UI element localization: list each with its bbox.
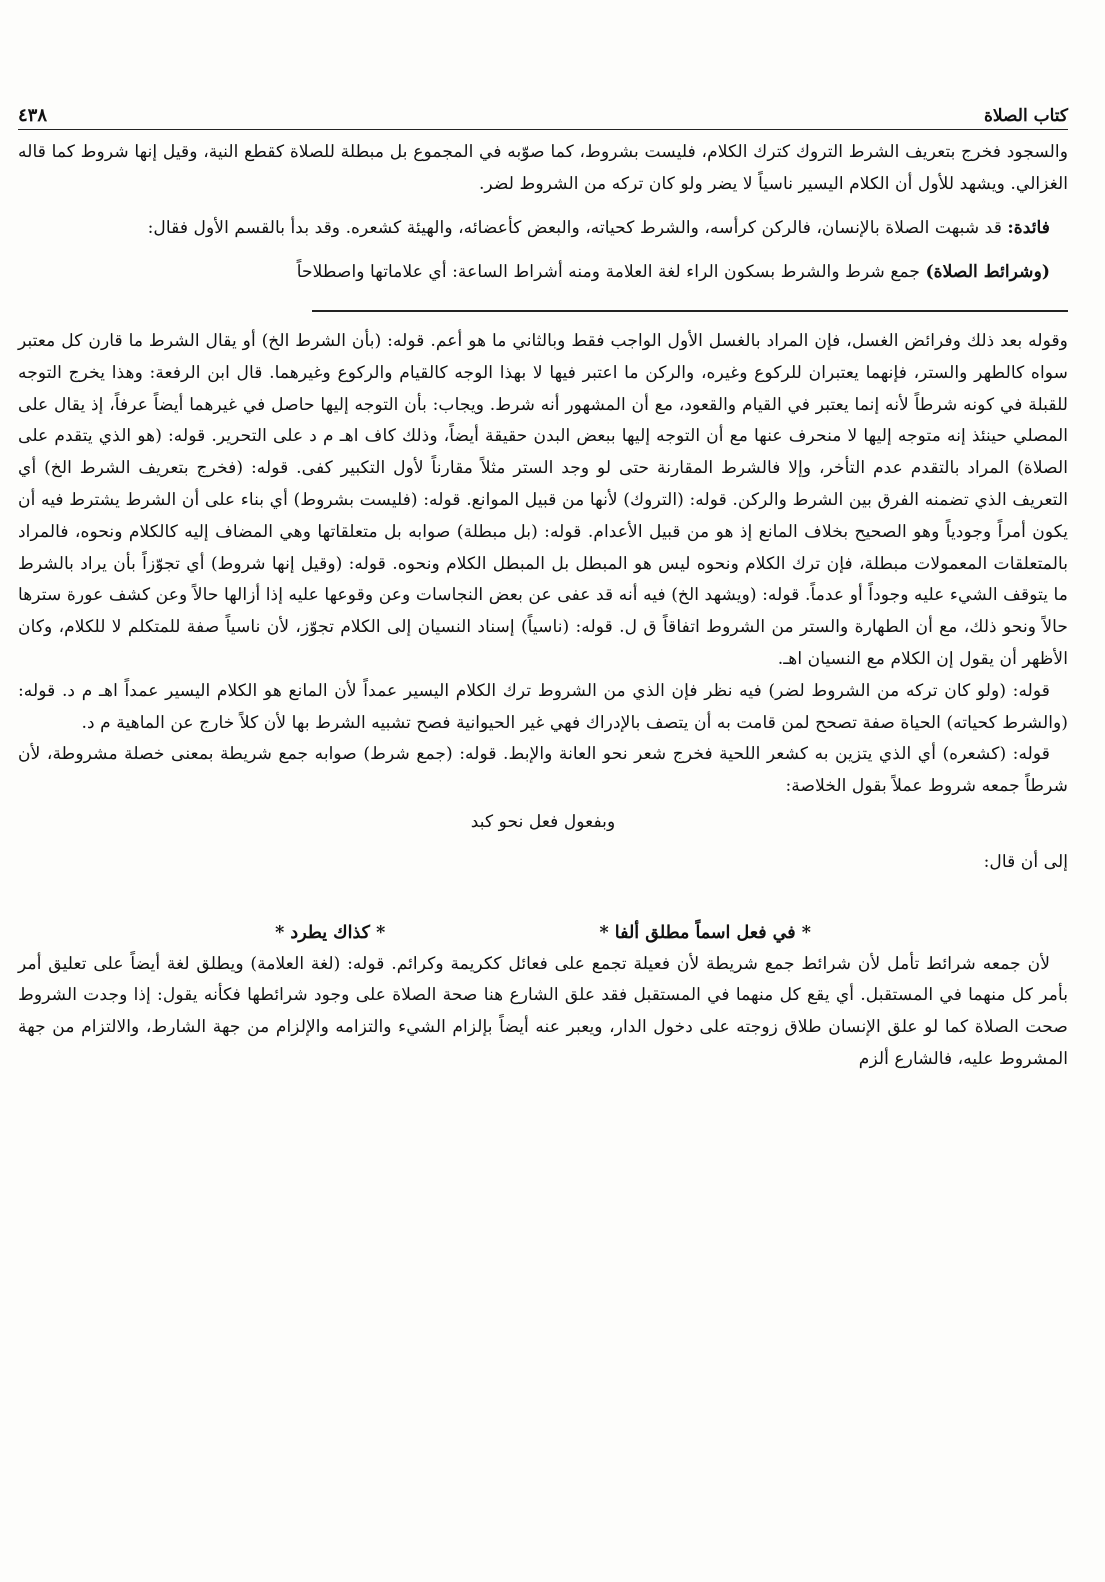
faida-label: فائدة:: [1007, 218, 1050, 238]
running-header: [18, 88, 1068, 130]
main-paragraph-3: (وشرائط الصلاة) جمع شرط والشرط بسكون الراء لغة العلامة ومنه أشراط الساعة: أي علاماتها واصطلاحاً: [296, 262, 1050, 282]
page-number: ٤٣٨: [18, 105, 48, 126]
matn-quote: (وشرائط الصلاة): [925, 262, 1050, 282]
chapter-title: كتاب الصلاة: [983, 106, 1068, 126]
commentary-text: [18, 326, 1068, 1076]
verse-couplet: [18, 923, 1068, 943]
main-paragraph-2: فائدة: قد شبهت الصلاة بالإنسان، فالركن كرأسه، والشرط كحياته، والبعض كأعضائه، والهيئة كشعره. وقد بدأ بالقسم الأول فقال:: [147, 218, 1050, 238]
verse-left-hemistich: * كذاك يطرد *: [275, 922, 386, 943]
verse-line: وبفعول فعل نحو كبد: [470, 811, 616, 832]
ila-an-qal: إلى أن قال:: [983, 851, 1068, 872]
main-paragraph-1: والسجود فخرج بتعريف الشرط التروك كترك الكلام، فليست بشروط، كما صوّبه في المجموع بل مبطلة للصلاة كقطع النية، وقيل إنها شروط كما قاله الغزالي. ويشهد للأول أن الكلام اليسير ناسياً لا يضر ولو كان تركه من الشروط لضر.: [18, 142, 1068, 194]
book-page: [18, 88, 1068, 1076]
commentary-paragraph-4: لأن جمعه شرائط تأمل لأن شرائط جمع شريطة لأن فعيلة تجمع على فعائل ككريمة وكرائم. قوله: (لغة العلامة) ويطلق لغة أيضاً على تعليق أمر بأمر كل منهما في المستقبل. أي يقع كل منهما في المستقبل فقد علق الشارع هنا صحة الصلاة على وجود شرائطها فكأنه يقول: إذا وجدت الشروط صحت الصلاة كما لو علق الإنسان طلاق زوجته على دخول الدار، ويعبر عنه أيضاً بإلزام الشيء والتزامه والإلزام من جهة الشارط، والالتزام من جهة المشروط عليه، فالشارع ألزم: [18, 953, 1068, 1069]
commentary-paragraph-2: قوله: (ولو كان تركه من الشروط لضر) فيه نظر فإن الذي من الشروط ترك الكلام اليسير عمداً لأن المانع هو الكلام اليسير عمداً اهـ م د. قوله: (والشرط كحياته) الحياة صفة تصحح لمن قامت به أن يتصف بالإدراك فهي غير الحيوانية فصح تشبيه الشرط بها لأن كلاً خارج عن الماهية م د.: [18, 680, 1068, 733]
commentary-paragraph-1: وقوله بعد ذلك وفرائض الغسل، فإن المراد بالغسل الأول الواجب فقط وبالثاني ما هو أعم. قوله: (بأن الشرط الخ) أو يقال الشرط ما قارن كل معتبر سواه كالطهر والستر، فإنهما يعتبران للركوع وغيره، والركن ما اعتبر فيها لا بهذا الوجه كالقيام والركوع وغيرهما. قال ابن الرفعة: وهذا يخرج التوجه للقبلة في كونه شرطاً لأنه إنما يعتبر في القيام والقعود، مع أن المشهور أنه شرط. ويجاب: بأن التوجه إليها حاصل في غيرهما أيضاً عرفاً، إذ يقال على المصلي حينئذ إنه متوجه إليها لا منحرف عنها مع أن التوجه إليها ببعض البدن حقيقة أيضاً، وذلك كاف اهـ م د على التحرير. قوله: (هو الذي يتقدم على الصلاة) المراد بالتقدم عدم التأخر، وإلا فالشرط المقارنة حتى لو وجد الستر مثلاً مقارناً لأول التكبير كفى. قوله: (فخرج بتعريف الشرط الخ) أي التعريف الذي تضمنه الفرق بين الشرط والركن. قوله: (التروك) لأنها من قبيل الموانع. قوله: (فليست بشروط) أي بناء على أن الشرط يشترط فيه أن يكون أمراً وجودياً وهو الصحيح بخلاف المانع إذ هو من قبيل الأعدام. قوله: (بل مبطلة) صوابه بل متعلقاتها وهي المضاف إليه كالكلام ونحوه، فالمراد بالمتعلقات المعمولات مبطلة، فإن ترك الكلام ونحوه ليس هو المبطل بل المبطل الكلام ونحوه. قوله: (وقيل إنها شروط) أي تجوّزاً بأن يراد بالشرط ما يتوقف الشيء عليه وجوداً أو عدماً. قوله: (ويشهد الخ) فيه أنه قد عفى عن بعض النجاسات وعن وقوعها عليه إذا أزالها حالاً وعن كشف عورة سترها حالاً ونحو ذلك، مع أن الطهارة والستر من الشروط اتفاقاً ق ل. قوله: (ناسياً) إسناد النسيان إلى الكلام تجوّز، لأن ناسياً صفة للمتكلم لا للكلام، وكان الأظهر أن يقول إن الكلام مع النسيان اهـ.: [18, 331, 1068, 669]
main-text: [18, 136, 1068, 288]
footnote-divider: [312, 310, 1068, 312]
verse-right-hemistich: * في فعل اسماً مطلق ألفا *: [599, 922, 811, 943]
commentary-paragraph-3: قوله: (كشعره) أي الذي يتزين به كشعر اللحية فخرج شعر نحو العانة والإبط. قوله: (جمع شرط) صوابه جمع شريطة بمعنى خصلة مشروطة، لأن شرطاً جمعه شروط عملاً بقول الخلاصة:: [18, 744, 1068, 797]
